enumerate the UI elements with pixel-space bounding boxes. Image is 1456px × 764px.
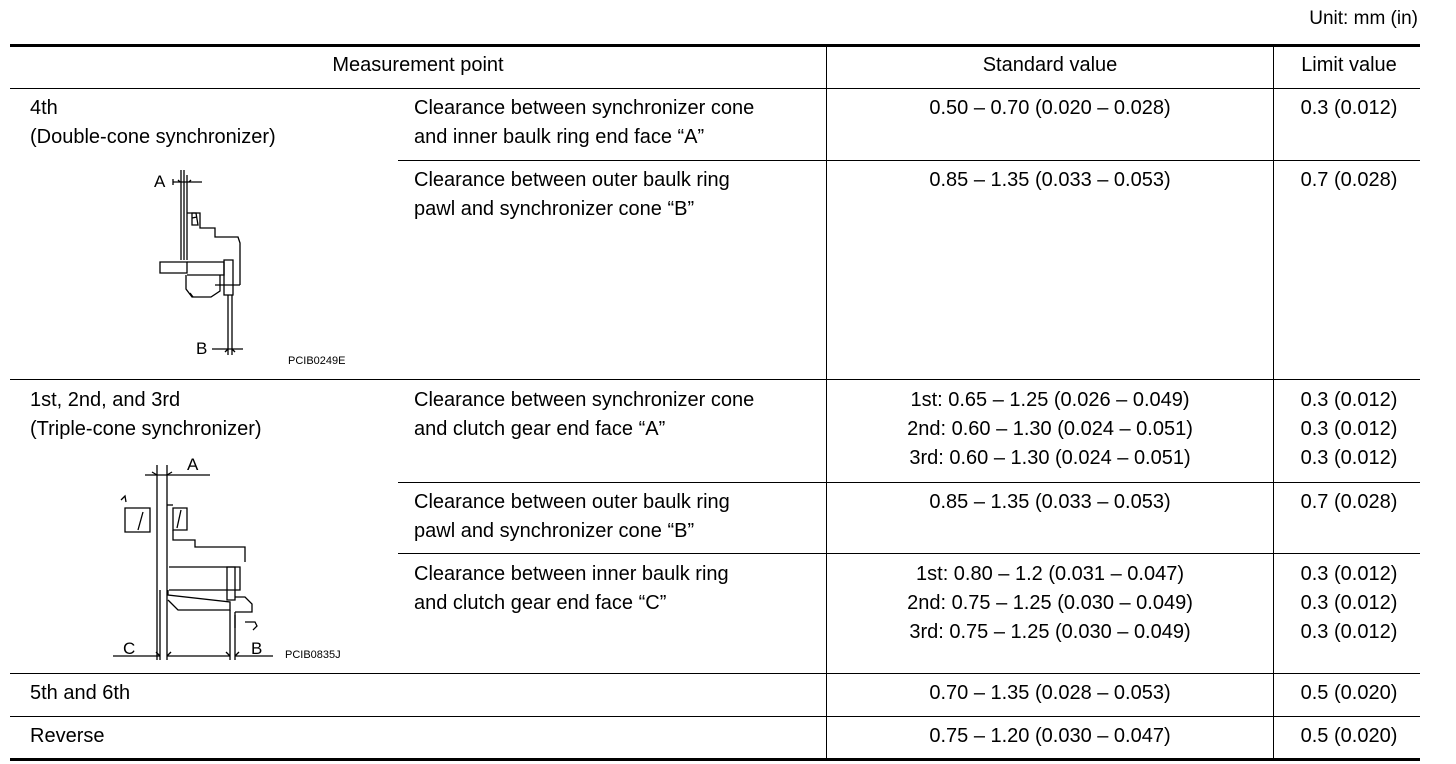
row-123-item2-standard: 0.85 – 1.35 (0.033 – 0.053)	[929, 491, 1171, 513]
row-4th-item2-desc2: pawl and synchronizer cone “B”	[414, 198, 695, 220]
row-123-subtitle: (Triple-cone synchronizer)	[30, 418, 262, 440]
row-123-item1-standard-2nd: 2nd: 0.60 – 1.30 (0.024 – 0.051)	[907, 418, 1193, 440]
row-123-item3-standard-1st: 1st: 0.80 – 1.2 (0.031 – 0.047)	[916, 563, 1184, 585]
row-4th-item2-standard: 0.85 – 1.35 (0.033 – 0.053)	[929, 169, 1171, 191]
unit-label: Unit: mm (in)	[1309, 8, 1418, 29]
row-56-bottom-border	[10, 716, 1420, 717]
fig-4th-code: PCIB0249E	[288, 355, 346, 367]
row-reverse-standard: 0.75 – 1.20 (0.030 – 0.047)	[929, 725, 1171, 747]
row-4th-subtitle: (Double-cone synchronizer)	[30, 126, 276, 148]
row-123-item3-standard-2nd: 2nd: 0.75 – 1.25 (0.030 – 0.049)	[907, 592, 1193, 614]
row-123-item3-limit-1st: 0.3 (0.012)	[1300, 563, 1398, 585]
row-56-standard: 0.70 – 1.35 (0.028 – 0.053)	[929, 682, 1171, 704]
row-123-item1-standard-1st: 1st: 0.65 – 1.25 (0.026 – 0.049)	[910, 389, 1190, 411]
table-bottom-border	[10, 758, 1420, 761]
header-standard-value: Standard value	[982, 54, 1118, 76]
header-limit-value: Limit value	[1301, 54, 1397, 76]
row-4th-split-line	[398, 160, 1420, 161]
row-123-item1-desc2: and clutch gear end face “A”	[414, 418, 666, 440]
row-4th-item2-desc1: Clearance between outer baulk ring	[414, 169, 730, 191]
double-cone-synchronizer-diagram	[140, 165, 380, 375]
row-56-title: 5th and 6th	[30, 682, 131, 704]
row-123-title: 1st, 2nd, and 3rd	[30, 389, 181, 411]
fig-123-code: PCIB0835J	[285, 649, 341, 661]
row-reverse-limit: 0.5 (0.020)	[1300, 725, 1398, 747]
row-123-item3-desc1: Clearance between inner baulk ring	[414, 563, 729, 585]
row-123-bottom-border	[10, 673, 1420, 674]
row-4th-bottom-border	[10, 379, 1420, 380]
fig-123-label-a: A	[187, 455, 199, 474]
row-123-item1-standard-3rd: 3rd: 0.60 – 1.30 (0.024 – 0.051)	[909, 447, 1191, 469]
row-123-item1-desc1: Clearance between synchronizer cone	[414, 389, 755, 411]
row-123-item3-standard-3rd: 3rd: 0.75 – 1.25 (0.030 – 0.049)	[909, 621, 1191, 643]
row-56-limit: 0.5 (0.020)	[1300, 682, 1398, 704]
header-bottom-border	[10, 88, 1420, 89]
row-4th-item1-limit: 0.3 (0.012)	[1300, 97, 1398, 119]
row-123-item1-limit-1st: 0.3 (0.012)	[1300, 389, 1398, 411]
row-123-item3-limit-3rd: 0.3 (0.012)	[1300, 621, 1398, 643]
row-123-item3-desc2: and clutch gear end face “C”	[414, 592, 667, 614]
row-4th-item1-standard: 0.50 – 0.70 (0.020 – 0.028)	[929, 97, 1171, 119]
fig-4th-label-b: B	[196, 339, 208, 358]
table-top-border	[10, 44, 1420, 47]
row-123-split-line-2	[398, 553, 1420, 554]
row-123-item3-limit-2nd: 0.3 (0.012)	[1300, 592, 1398, 614]
row-123-item2-limit: 0.7 (0.028)	[1300, 491, 1398, 513]
triple-cone-synchronizer-diagram	[105, 450, 380, 665]
row-123-item1-limit-3rd: 0.3 (0.012)	[1300, 447, 1398, 469]
row-123-item2-desc2: pawl and synchronizer cone “B”	[414, 520, 695, 542]
row-4th-item1-desc2: and inner baulk ring end face “A”	[414, 126, 705, 148]
row-4th-title: 4th	[30, 97, 58, 119]
row-4th-item2-limit: 0.7 (0.028)	[1300, 169, 1398, 191]
fig-4th-label-a: A	[154, 172, 166, 191]
row-123-split-line-1	[398, 482, 1420, 483]
row-4th-item1-desc1: Clearance between synchronizer cone	[414, 97, 755, 119]
row-reverse-title: Reverse	[30, 725, 105, 747]
fig-123-label-c: C	[123, 639, 136, 658]
row-123-item2-desc1: Clearance between outer baulk ring	[414, 491, 730, 513]
header-measurement-point: Measurement point	[332, 54, 504, 76]
row-123-item1-limit-2nd: 0.3 (0.012)	[1300, 418, 1398, 440]
fig-123-label-b: B	[251, 639, 263, 658]
